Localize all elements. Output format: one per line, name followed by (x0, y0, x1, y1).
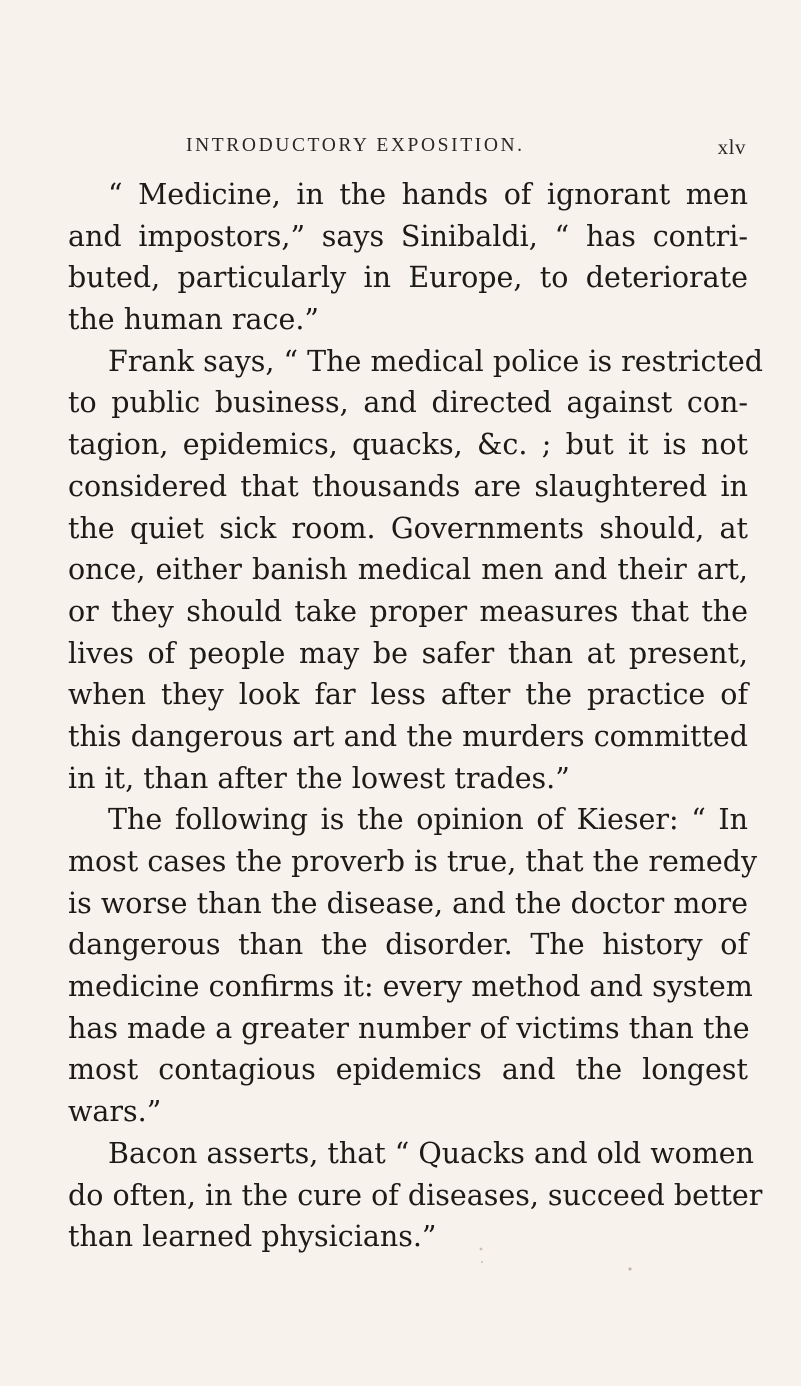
text-line: considered that thousands are slaughtered in (68, 469, 748, 503)
text-line: when they look far less after the practice of (68, 678, 748, 712)
text-line: the human race.” (68, 303, 319, 337)
text-line: lives of people may be safer than at present, (68, 636, 748, 670)
text-line: to public business, and directed against con- (68, 386, 748, 420)
text-line: once, either banish medical men and their art, (68, 553, 748, 587)
paper-speck (628, 1267, 631, 1270)
text-line: do often, in the cure of diseases, succeed better (68, 1178, 763, 1212)
paper-speck (481, 1261, 483, 1263)
text-line: is worse than the disease, and the doctor more (68, 886, 748, 920)
text-line: has made a greater number of victims than the (68, 1011, 750, 1045)
paper-speck (480, 1248, 483, 1251)
text-line: dangerous than the disorder. The history of (68, 928, 748, 962)
text-line: than learned physicians.” (68, 1220, 437, 1254)
text-line: Bacon asserts, that “ Quacks and old women (108, 1136, 754, 1170)
text-line: or they should take proper measures that the (68, 594, 748, 628)
text-line: the quiet sick room. Governments should, at (68, 511, 748, 545)
running-head-title: INTRODUCTORY EXPOSITION. (186, 135, 525, 156)
text-line: most cases the proverb is true, that the remedy (68, 845, 758, 878)
text-line: most contagious epidemics and the longest (68, 1053, 748, 1087)
text-line: wars.” (68, 1095, 162, 1129)
text-line: medicine confirms it: every method and system (68, 970, 753, 1004)
text-line: Frank says, “ The medical police is restricted (108, 344, 763, 378)
text-line: “ Medicine, in the hands of ignorant men (108, 178, 748, 211)
text-line: tagion, epidemics, quacks, &c. ; but it is not (68, 428, 748, 462)
text-line: buted, particularly in Europe, to deteriorate (68, 261, 748, 295)
text-line: this dangerous art and the murders committed (68, 719, 748, 753)
page-number: xlv (717, 135, 746, 159)
text-line: in it, than after the lowest trades.” (68, 761, 570, 795)
text-line: The following is the opinion of Kieser: “ In (108, 803, 748, 837)
text-line: and impostors,” says Sinibaldi, “ has contri- (68, 219, 748, 253)
